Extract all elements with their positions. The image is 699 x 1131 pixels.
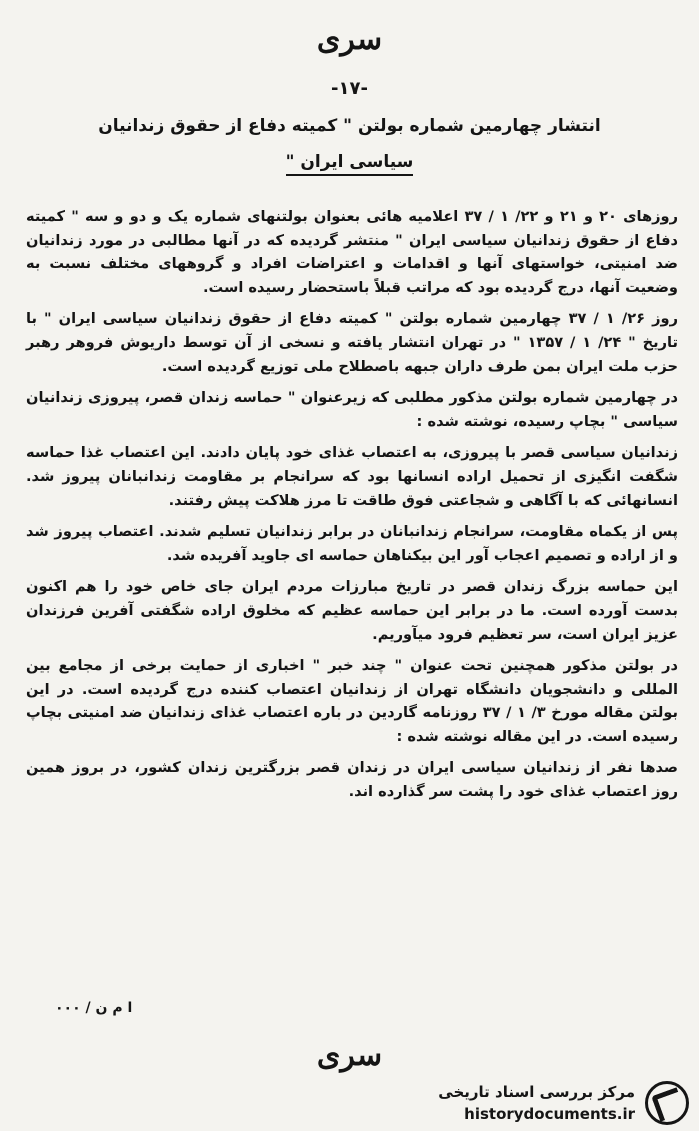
heading-line-2 <box>0 152 699 172</box>
watermark-text <box>438 1081 635 1125</box>
document-body <box>26 205 678 812</box>
heading-line-1: انتشار چهارمین شماره بولتن " کمیته دفاع از حقوق زندانیان <box>98 116 601 136</box>
archive-logo-icon <box>645 1081 689 1125</box>
paragraph: زندانیان سیاسی قصر با پیروزی، به اعتصاب غذای خود پایان دادند. این اعتصاب غذا حماسه شگفت انگیزی از تحمیل اراده انسانها بود که سرانجام بر مقاومت زندانبانان پیروز شد. انسانهائی که با آگاهی و شجاعتی فوق طاقت تا مرز هلاکت پیش رفتند. <box>26 444 678 509</box>
watermark <box>438 1081 689 1125</box>
paragraph: صدها نفر از زندانیان سیاسی ایران در زندان قصر بزرگترین زندان کشور، در بروز همین روز اعتصاب غذای خود را پشت سر گذارده اند. <box>26 759 678 801</box>
paragraph: روز ۲۶/ ۱ / ۳۷ چهارمین شماره بولتن " کمیته دفاع از حقوق زندانیان سیاسی ایران " با تاریخ " ۲۴/ ۱ / ۱۳۵۷ " در تهران انتشار یافته و نسخی از آن توسط داریوش فروهر رهبر حزب ملت ایران بمن طرف داران جبهه باصطلاح ملی توزیع گردیده است. <box>26 310 678 375</box>
paragraph: در بولتن مذکور همچنین تحت عنوان " چند خبر " اخباری از حمایت برخی از مجامع بین المللی و دانشجویان دانشگاه تهران از زندانیان اعتصاب کننده درج گردیده است. در این بولتن مقاله مورخ ۳/ ۱ / ۳۷ روزنامه گاردین در باره اعتصاب غذای زندانیان ضد امنیتی بچاپ رسیده است. در این مقاله نوشته شده : <box>26 657 678 745</box>
watermark-org-name: مرکز بررسی اسناد تاریخی <box>438 1083 635 1101</box>
page-number: -۱۷- <box>331 78 368 99</box>
paragraph: روزهای ۲۰ و ۲۱ و ۲۲/ ۱ / ۳۷ اعلامیه هائی بعنوان بولتنهای شماره یک و دو و سه " کمیته دفاع از حقوق زندانیان سیاسی ایران " منتشر گردیده که در آنها مطالبی در مورد زندانیان ضد امنیتی، خواستهای آنها و اقدامات و اعتراضات افراد و گروههای مختلف نسبت به وضعیت آنها، درج گردیده بود که مراتب قبلاً باستحضار رسیده است. <box>26 208 678 296</box>
watermark-url: historydocuments.ir <box>464 1105 635 1123</box>
classification-bottom: سری <box>316 1038 383 1073</box>
paragraph: در چهارمین شماره بولتن مذکور مطلبی که زیرعنوان " حماسه زندان قصر، پیروزی زندانیان سیاسی " بچاپ رسیده، نوشته شده : <box>26 389 678 430</box>
enclosure-reference: ا م ن / ۰۰۰ <box>55 1000 133 1016</box>
paragraph: پس از یکماه مقاومت، سرانجام زندانبانان در برابر زندانیان تسلیم شدند. اعتصاب پیروز شد و از اراده و تصمیم اعجاب آور این بیکناهان حماسه ای جاوید آفریده شد. <box>26 523 678 564</box>
heading-line-2-text: سیاسی ایران " <box>286 152 414 176</box>
classification-top: سری <box>316 22 383 57</box>
paragraph: این حماسه بزرگ زندان قصر در تاریخ مبارزات مردم ایران جای خاص خود را هم اکنون بدست آورده است. ما در برابر این حماسه عظیم که مخلوق اراده شگفتی آفرین فرزندان عزیز ایران است، سر تعظیم فرود میآوریم. <box>26 578 678 643</box>
